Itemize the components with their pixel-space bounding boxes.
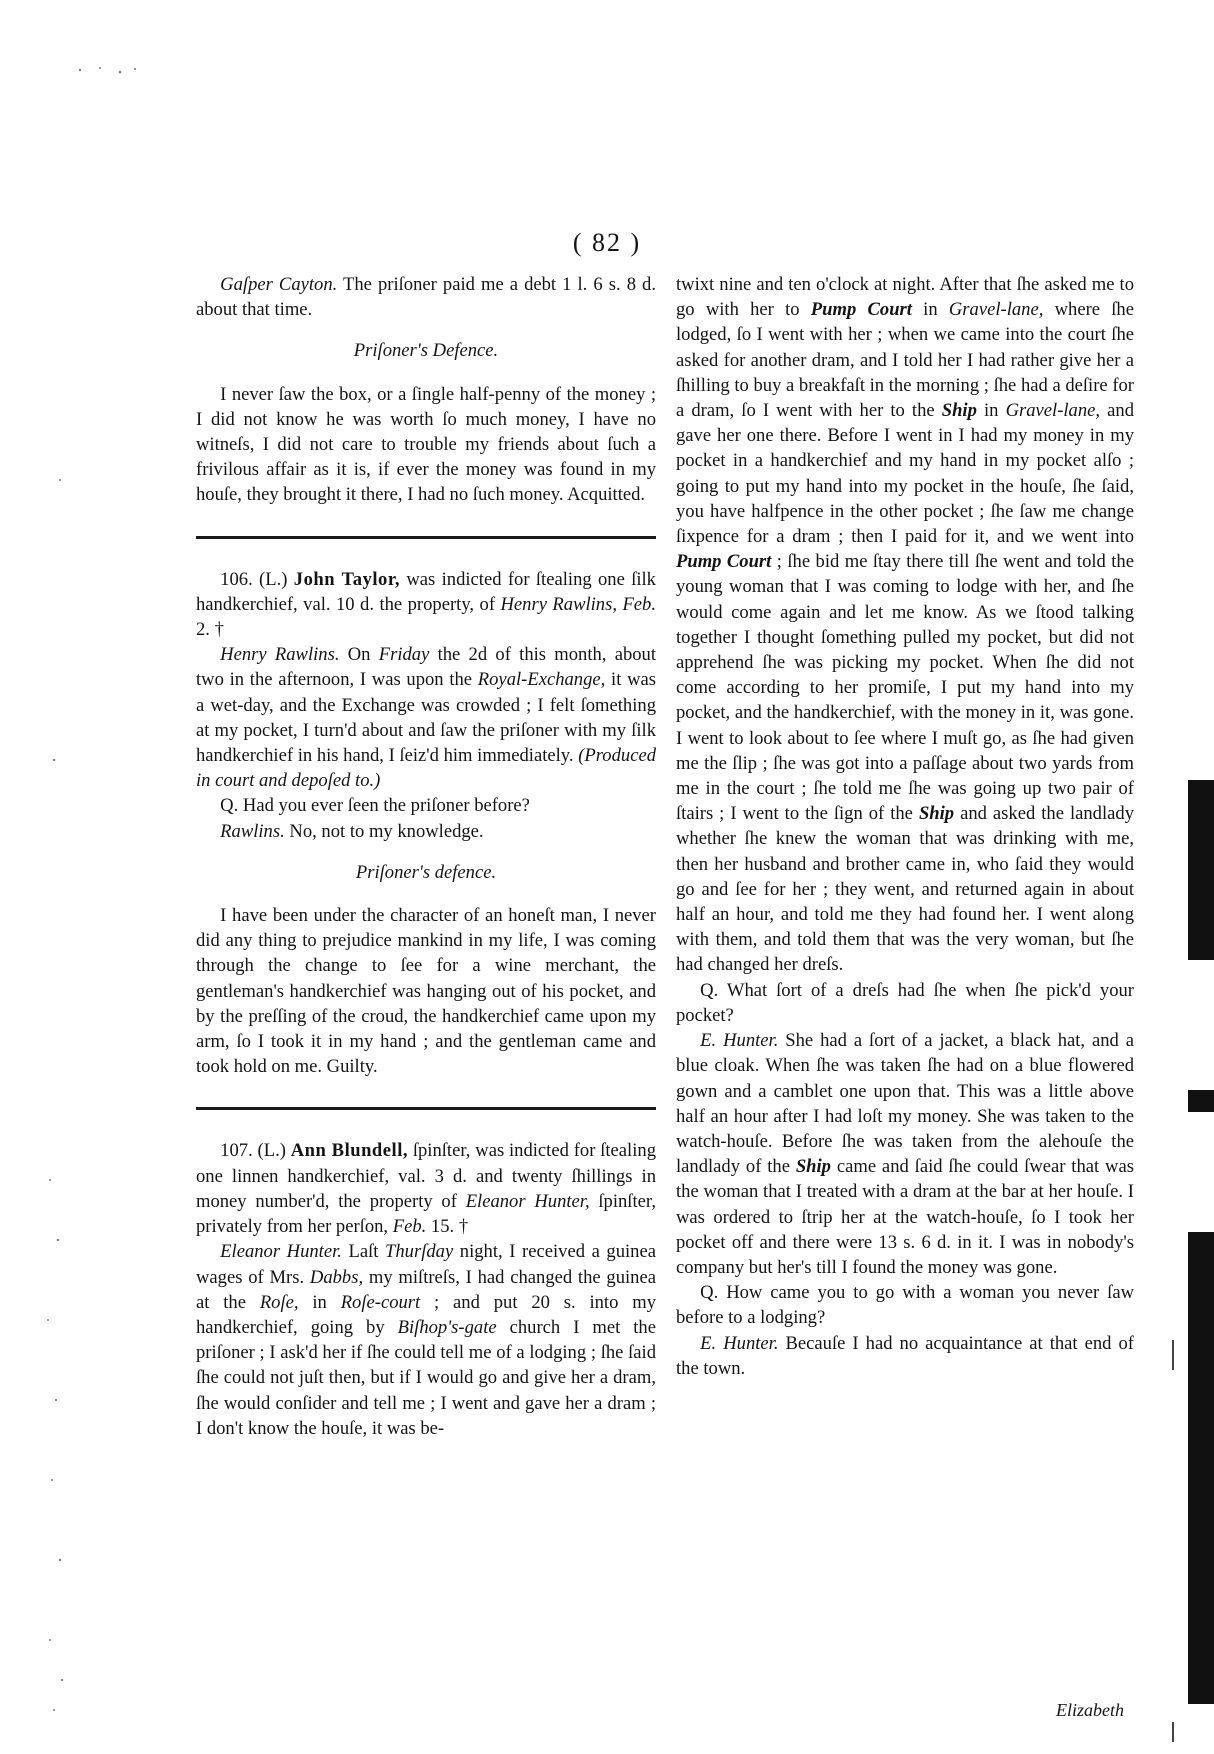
indictment-text: ſpinſter, privately from her perſon,	[196, 1190, 656, 1238]
testimony-text: church I met the priſoner ; I ask'd her if ſhe could tell me of a lodging ; ſhe ſaid ſhe could not juſt then, but if I would go and give her a dram, ſhe would conſider and tell me ; I went and gave her a dram ; I don't know the houſe, it was be-	[196, 1316, 656, 1439]
defence-heading-2: Priſoner's defence.	[355, 861, 497, 883]
testimony-text: The priſoner paid me a debt 1 l. 6 s. 8 d. about that time.	[196, 274, 656, 321]
testimony-text: Laſt	[341, 1241, 386, 1263]
testimony-text: the 2d of this month, about two in the afternoon, I was upon the	[196, 644, 657, 691]
defence-heading-1: Priſoner's Defence.	[353, 340, 499, 362]
case-107-indictment	[196, 1138, 656, 1239]
answer-text: Becauſe I had no acquaintance at that end of the town.	[676, 1332, 1134, 1379]
owner-name: Eleanor Hunter,	[465, 1190, 590, 1212]
place-name: Ship	[918, 803, 955, 825]
witness-name: E. Hunter.	[700, 1030, 779, 1052]
indictment-text: 2. †	[196, 619, 224, 641]
hunter-answer-2	[676, 1331, 1134, 1381]
person-name: Dabbs,	[309, 1266, 364, 1288]
indictment-text: was indicted for ſtealing one ſilk handkerchief, val. 10 d. the property, of	[196, 568, 656, 615]
defence-text-1: I never ſaw the box, or a ſingle half-penny of the money ; I did not know he was worth ſo much money, I have no witneſs, I did not care to trouble my friends about ſuch a frivilous affair as it is, if ever the money was found in my houſe, they brought it there, I had no ſuch money. Acquitted.	[196, 383, 656, 506]
indictment-text: 15. †	[426, 1216, 469, 1238]
place-name: Roſe,	[259, 1291, 299, 1313]
testimony-text: my miſtreſs, I had changed the guinea at the	[196, 1266, 656, 1313]
defendant-name: John Taylor,	[293, 568, 401, 590]
scan-edge-mark	[1188, 1090, 1214, 1112]
page-number: ( 82 )	[572, 228, 642, 257]
case-number: 107. (L.)	[220, 1140, 291, 1162]
testimony-text: and asked the landlady whether ſhe knew the woman that was drinking with me, then her husband and brother came in, who ſaid they would go and ſee for her ; they went, and returned again in about half an hour, and told me they had found her. I went along with them, and told them that was the very woman, but ſhe had changed her dreſs.	[676, 803, 1134, 976]
testimony-text: where ſhe lodged, ſo I went with her ; when we came into the court ſhe asked for another dram, and I told her I had rather give her a ſhilling to buy a breakfaſt in the morning ; ſhe had a deſire for a dram, ſo I went with her to the	[676, 299, 1134, 422]
left-column	[196, 272, 656, 1441]
testimony-text: it was a wet-day, and the Exchange was crowded ; I felt ſomething at my pocket, I turn'd about and ſaw the priſoner with my ſilk handkerchief in his hand, I ſeiz'd him immediately.	[196, 669, 656, 767]
place-name: Gravel-lane,	[948, 299, 1044, 321]
witness-name: Rawlins.	[220, 820, 285, 842]
witness-name: Eleanor Hunter.	[220, 1241, 342, 1263]
witness-name: E. Hunter.	[700, 1332, 779, 1354]
defendant-name: Ann Blundell,	[290, 1140, 409, 1162]
place-name: Pump Court	[676, 551, 772, 573]
testimony-text: in	[976, 400, 1006, 422]
scan-edge-mark	[1188, 780, 1214, 960]
day-name: Friday	[378, 644, 430, 666]
hunter-testimony-continued	[676, 272, 1134, 978]
scan-artifact	[1172, 1340, 1174, 1370]
question-2: Q. What ſort of a dreſs had ſhe when ſhe pick'd your pocket?	[676, 979, 1134, 1026]
scan-artifact	[1172, 1722, 1174, 1742]
place-name: Ship	[941, 400, 977, 422]
testimony-text: in	[911, 299, 949, 321]
place-name: Royal-Exchange,	[477, 669, 606, 691]
testimony-text: ; and put 20 s. into my handkerchief, going by	[196, 1291, 656, 1338]
place-name: Biſhop's-gate	[397, 1316, 497, 1338]
answer-text: She had a ſort of a jacket, a black hat, and a blue cloak. When ſhe was taken ſhe had on a blue flowered gown and a camblet one upon that. This was a little above half an hour after I had loſt my money. She was taken to the watch-houſe. Before ſhe was taken from the alehouſe the landlady of the	[676, 1030, 1134, 1178]
place-name: Roſe-court	[340, 1291, 421, 1313]
court-note: (Produced in court and depoſed to.)	[196, 745, 656, 792]
section-divider	[196, 536, 656, 539]
right-column	[676, 272, 1134, 1381]
testimony-text: On	[339, 644, 379, 666]
date-text: Feb.	[392, 1216, 427, 1238]
answer-text: No, not to my knowledge.	[284, 820, 484, 842]
rawlins-answer	[196, 819, 656, 844]
testimony-text: and gave her one there. Before I went in I had my money in my pocket in a handkerchief and my hand in my pocket alſo ; going to put my hand into my pocket in the houſe, ſhe ſaid, you have halfpence in the other pocket ; ſhe ſaw me change ſixpence for a dram ; then I paid for it, and we went into	[676, 400, 1135, 548]
case-106-indictment	[196, 567, 656, 643]
rawlins-testimony	[196, 642, 656, 793]
catchword: Elizabeth	[1056, 1700, 1124, 1720]
day-name: Thurſday	[385, 1241, 454, 1263]
defence-text-2: I have been under the character of an honeſt man, I never did any thing to prejudice mankind in my life, I was coming through the change to ſee for a wine merchant, the gentleman's handkerchief was hanging out of his pocket, and by the preſſing of the croud, the handkerchief came upon my arm, ſo I took it in my hand ; and the gentleman came and took hold on me. Guilty.	[196, 905, 656, 1078]
question-3: Q. How came you to go with a woman you never ſaw before to a lodging?	[676, 1282, 1134, 1329]
section-divider	[196, 1107, 656, 1110]
hunter-testimony	[196, 1239, 656, 1441]
gasper-cayton-testimony	[196, 272, 656, 322]
testimony-text: ; ſhe bid me ſtay there till ſhe went and told the young woman that I was coming to lodge with her, and ſhe would come again and let me know. As we ſtood talking together I thought ſomething pulled my pocket, but did not apprehend ſhe was picking my pocket. When ſhe did not come according to her promiſe, I put my hand into my pocket, and the handkerchief, with the money in it, was gone. I went to look about to ſee where I muſt go, as ſhe had given me the ſlip ; ſhe was got into a paſſage about two yards from me in the court ; ſhe told me ſhe was going up two pair of ſtairs ; I went to the ſign of the	[676, 551, 1134, 825]
scan-edge-mark	[1188, 1232, 1214, 1704]
testimony-text: in	[298, 1291, 341, 1313]
case-number: 106. (L.)	[220, 568, 294, 590]
scan-noise	[40, 60, 170, 1740]
witness-name: Gaſper Cayton.	[220, 274, 338, 295]
owner-name: Henry Rawlins, Feb.	[500, 593, 657, 615]
answer-text: came and ſaid ſhe could ſwear that was the woman that I treated with a dram at the bar at her houſe. I was ordered to ſtrip her at the watch-houſe, ſo I took her pocket off and there were 13 s. 6 d. in it. I was in nobody's company but her's till I found the money was gone.	[676, 1156, 1134, 1278]
place-name: Gravel-lane,	[1005, 400, 1101, 422]
witness-name: Henry Rawlins.	[220, 644, 340, 666]
hunter-answer-1	[676, 1028, 1134, 1280]
question-1: Q. Had you ever ſeen the priſoner before?	[220, 795, 530, 817]
testimony-text: night, I received a guinea wages of Mrs.	[196, 1241, 656, 1288]
indictment-text: ſpinſter, was indicted for ſtealing one linnen handkerchief, val. 3 d. and twenty ſhillings in money number'd, the property of	[196, 1140, 656, 1212]
testimony-text: twixt nine and ten o'clock at night. After that ſhe asked me to go with her to	[676, 274, 1134, 321]
place-name: Ship	[795, 1156, 831, 1178]
place-name: Pump Court	[810, 299, 912, 321]
